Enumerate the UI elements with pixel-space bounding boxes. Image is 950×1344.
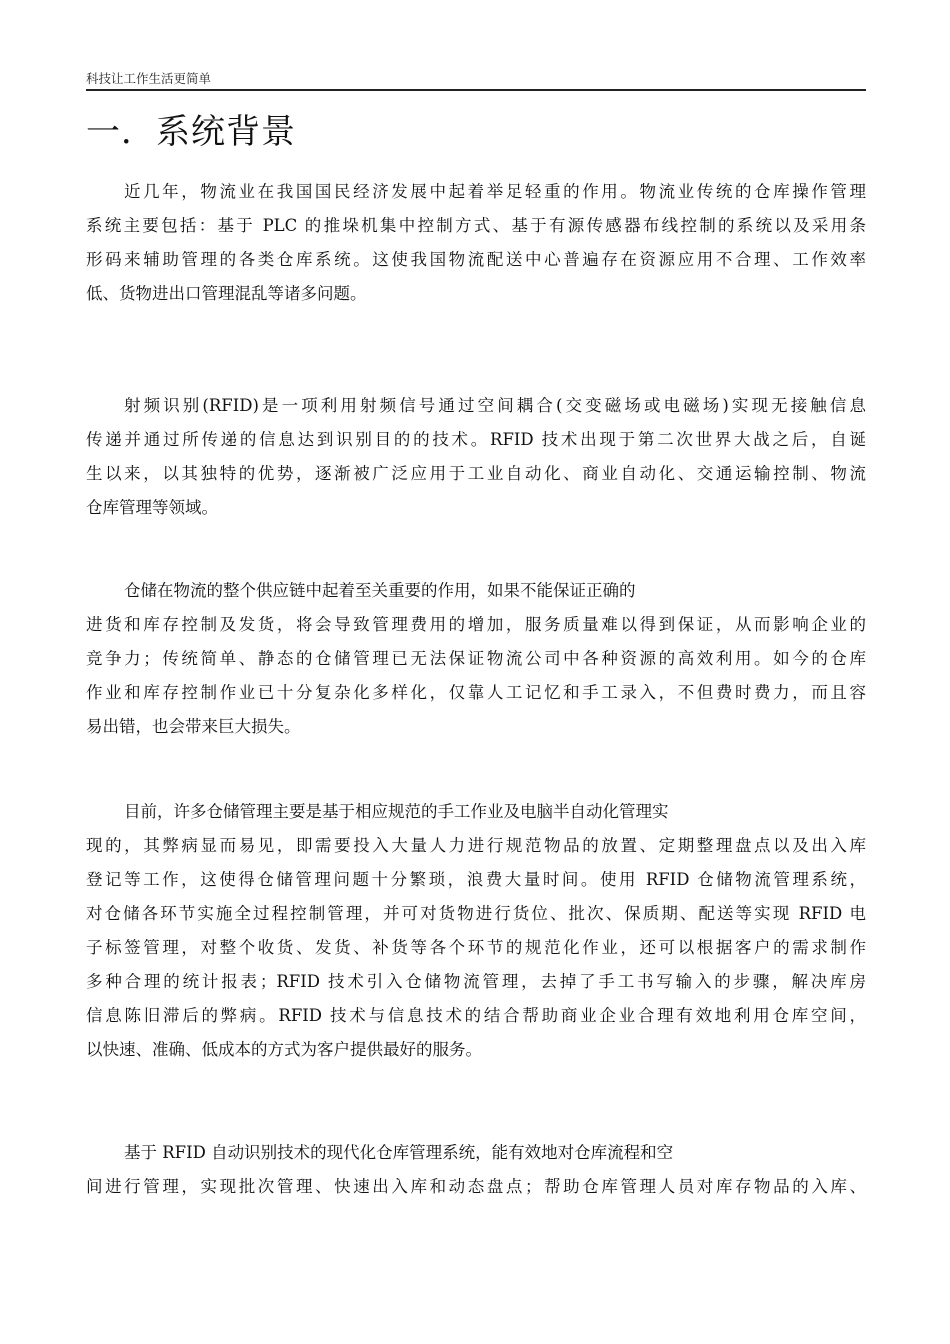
paragraph-line: 易出错，也会带来巨大损失。 xyxy=(86,717,301,736)
page-header xyxy=(86,70,866,91)
paragraph-2 xyxy=(86,389,866,525)
paragraph-3 xyxy=(86,574,866,744)
paragraph-line: 基于 RFID 自动识别技术的现代化仓库管理系统，能有效地对仓库流程和空 xyxy=(124,1143,674,1162)
paragraph-line: 目前，许多仓储管理主要是基于相应规范的手工作业及电脑半自动化管理实 xyxy=(124,802,669,821)
paragraph-1 xyxy=(86,175,866,311)
paragraph-line: 形码来辅助管理的各类仓库系统。这使我国物流配送中心普遍存在资源应用不合理、工作效率 xyxy=(86,250,866,269)
paragraph-5 xyxy=(86,1136,866,1204)
paragraph-line: 子标签管理，对整个收货、发货、补货等各个环节的规范化作业，还可以根据客户的需求制作 xyxy=(86,938,866,957)
paragraph-line: 多种合理的统计报表；RFID 技术引入仓储物流管理，去掉了手工书写输入的步骤，解决库房 xyxy=(86,972,866,991)
paragraph-line: 进货和库存控制及发货，将会导致管理费用的增加，服务质量难以得到保证，从而影响企业的 xyxy=(86,615,866,634)
paragraph-4 xyxy=(86,795,866,1067)
paragraph-line: 低、货物进出口管理混乱等诸多问题。 xyxy=(86,284,367,303)
paragraph-line: 系统主要包括：基于 PLC 的推垛机集中控制方式、基于有源传感器布线控制的系统以及采用条 xyxy=(86,216,866,235)
paragraph-line: 登记等工作，这使得仓储管理问题十分繁琐，浪费大量时间。使用 RFID 仓储物流管理系统， xyxy=(86,870,866,889)
paragraph-line: 近几年，物流业在我国国民经济发展中起着举足轻重的作用。物流业传统的仓库操作管理 xyxy=(124,182,866,201)
section-title: 一．系统背景 xyxy=(86,112,296,152)
paragraph-line: 仓库管理等领域。 xyxy=(86,498,218,517)
paragraph-line: 作业和库存控制作业已十分复杂化多样化，仅靠人工记忆和手工录入，不但费时费力，而且容 xyxy=(86,683,866,702)
paragraph-line: 以快速、准确、低成本的方式为客户提供最好的服务。 xyxy=(86,1040,482,1059)
paragraph-line: 传递并通过所传递的信息达到识别目的的技术。RFID 技术出现于第二次世界大战之后，自诞 xyxy=(86,430,866,449)
paragraph-line: 射频识别(RFID)是一项利用射频信号通过空间耦合(交变磁场或电磁场)实现无接触信息 xyxy=(124,396,866,415)
paragraph-line: 生以来，以其独特的优势，逐渐被广泛应用于工业自动化、商业自动化、交通运输控制、物流 xyxy=(86,464,866,483)
paragraph-line: 竞争力；传统简单、静态的仓储管理已无法保证物流公司中各种资源的高效利用。如今的仓库 xyxy=(86,649,866,668)
paragraph-line: 信息陈旧滞后的弊病。RFID 技术与信息技术的结合帮助商业企业合理有效地利用仓库空间， xyxy=(86,1006,866,1025)
paragraph-line: 现的，其弊病显而易见，即需要投入大量人力进行规范物品的放置、定期整理盘点以及出入库 xyxy=(86,836,866,855)
paragraph-line: 间进行管理，实现批次管理、快速出入库和动态盘点；帮助仓库管理人员对库存物品的入库、 xyxy=(86,1177,866,1196)
paragraph-line: 仓储在物流的整个供应链中起着至关重要的作用，如果不能保证正确的 xyxy=(124,581,636,600)
header-text: 科技让工作生活更简单 xyxy=(86,71,212,86)
paragraph-line: 对仓储各环节实施全过程控制管理，并可对货物进行货位、批次、保质期、配送等实现 RFID 电 xyxy=(86,904,866,923)
